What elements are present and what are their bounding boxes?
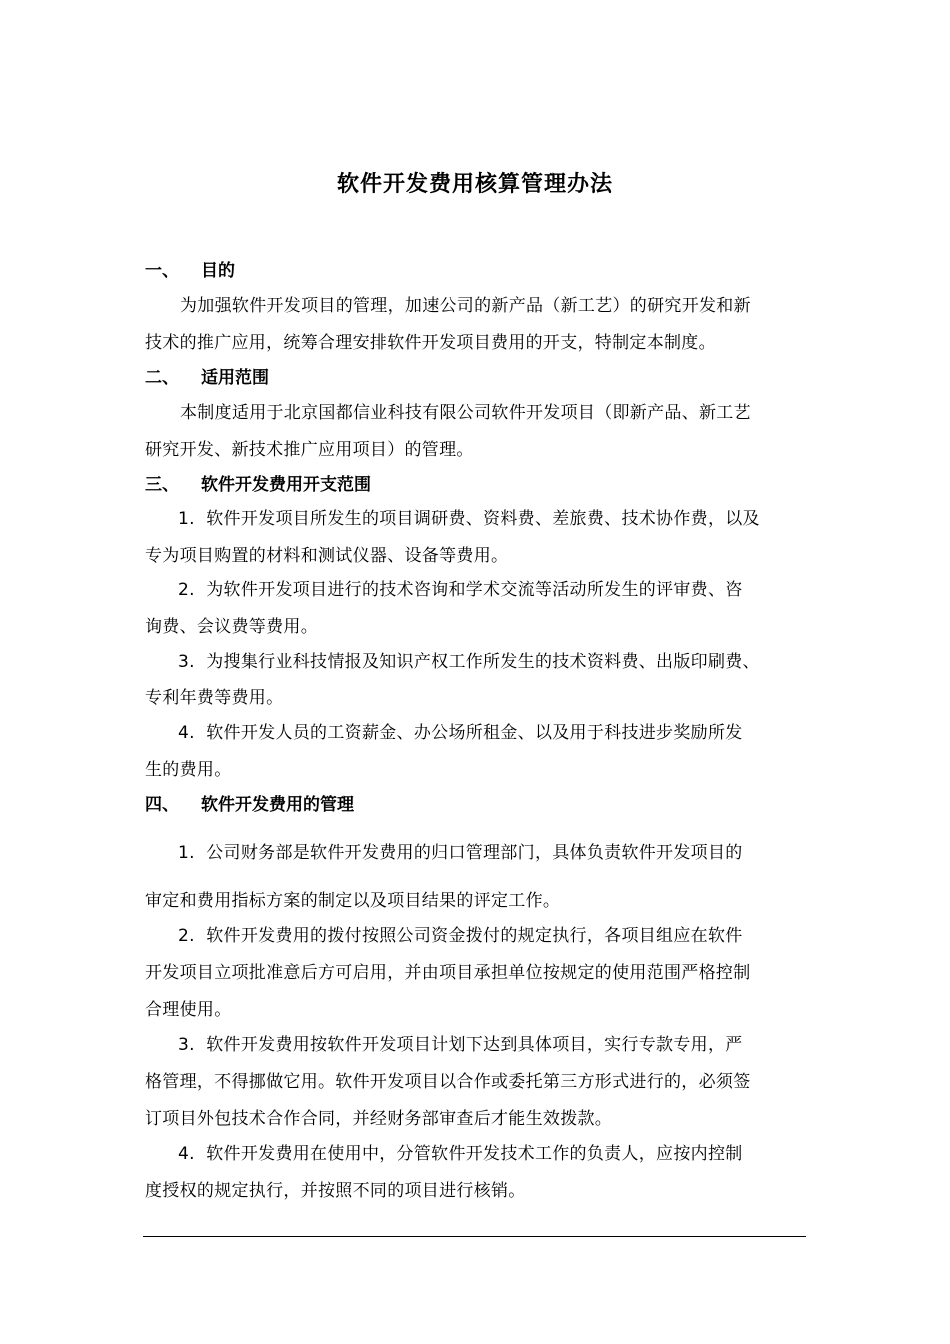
list-item-line: 订项目外包技术合作合同，并经财务部审查后才能生效拨款。 [145, 1109, 613, 1129]
item-number: 4. [178, 1144, 195, 1164]
item-number: 2. [178, 926, 195, 946]
section-heading-1 [145, 259, 235, 283]
list-item-line [178, 841, 743, 865]
section-title: 适用范围 [201, 368, 269, 388]
list-item-line [178, 1142, 743, 1166]
paragraph-line: 研究开发、新技术推广应用项目）的管理。 [145, 440, 474, 460]
section-number: 四、 [145, 795, 179, 815]
paragraph-line: 技术的推广应用，统筹合理安排软件开发项目费用的开支，特制定本制度。 [145, 333, 716, 353]
item-number: 1. [178, 509, 195, 529]
item-text: 软件开发费用在使用中，分管软件开发技术工作的负责人，应按内控制 [206, 1144, 743, 1164]
paragraph-line: 本制度适用于北京国都信业科技有限公司软件开发项目（即新产品、新工艺 [180, 403, 751, 423]
item-text: 软件开发项目所发生的项目调研费、资料费、差旅费、技术协作费，以及 [206, 509, 760, 529]
item-number: 4. [178, 723, 195, 743]
list-item-line [178, 924, 743, 948]
item-number: 3. [178, 652, 195, 672]
section-title: 软件开发费用开支范围 [201, 475, 371, 495]
section-heading-2 [145, 366, 269, 390]
list-item-line: 开发项目立项批准意后方可启用，并由项目承担单位按规定的使用范围严格控制 [145, 963, 751, 983]
list-item-line [178, 507, 760, 531]
list-item-line: 审定和费用指标方案的制定以及项目结果的评定工作。 [145, 891, 561, 911]
section-number: 一、 [145, 261, 179, 281]
section-number: 三、 [145, 475, 179, 495]
section-number: 二、 [145, 368, 179, 388]
list-item-line: 询费、会议费等费用。 [145, 617, 318, 637]
section-title: 目的 [201, 261, 235, 281]
list-item-line: 合理使用。 [145, 1000, 232, 1020]
section-title: 软件开发费用的管理 [201, 795, 354, 815]
section-heading-3 [145, 473, 371, 497]
list-item-line: 生的费用。 [145, 760, 232, 780]
list-item-line: 格管理，不得挪做它用。软件开发项目以合作或委托第三方形式进行的，必须签 [145, 1072, 751, 1092]
item-text: 软件开发费用的拨付按照公司资金拨付的规定执行，各项目组应在软件 [206, 926, 743, 946]
list-item-line [178, 721, 743, 745]
item-number: 2. [178, 580, 195, 600]
document-title: 软件开发费用核算管理办法 [336, 172, 613, 197]
paragraph-line: 为加强软件开发项目的管理，加速公司的新产品（新工艺）的研究开发和新 [180, 296, 751, 316]
item-text: 为搜集行业科技情报及知识产权工作所发生的技术资料费、出版印刷费、 [206, 652, 760, 672]
section-heading-4 [145, 793, 354, 817]
list-item-line: 度授权的规定执行，并按照不同的项目进行核销。 [145, 1181, 526, 1201]
list-item-line: 专利年费等费用。 [145, 688, 284, 708]
list-item-line: 专为项目购置的材料和测试仪器、设备等费用。 [145, 546, 509, 566]
list-item-line [178, 578, 743, 602]
list-item-line [178, 650, 760, 674]
list-item-line [178, 1033, 743, 1057]
item-text: 软件开发人员的工资薪金、办公场所租金、以及用于科技进步奖励所发 [206, 723, 743, 743]
item-text: 为软件开发项目进行的技术咨询和学术交流等活动所发生的评审费、咨 [206, 580, 743, 600]
item-text: 软件开发费用按软件开发项目计划下达到具体项目，实行专款专用，严 [206, 1035, 743, 1055]
item-number: 1. [178, 843, 195, 863]
item-number: 3. [178, 1035, 195, 1055]
footer-divider [143, 1236, 806, 1237]
item-text: 公司财务部是软件开发费用的归口管理部门，具体负责软件开发项目的 [206, 843, 743, 863]
